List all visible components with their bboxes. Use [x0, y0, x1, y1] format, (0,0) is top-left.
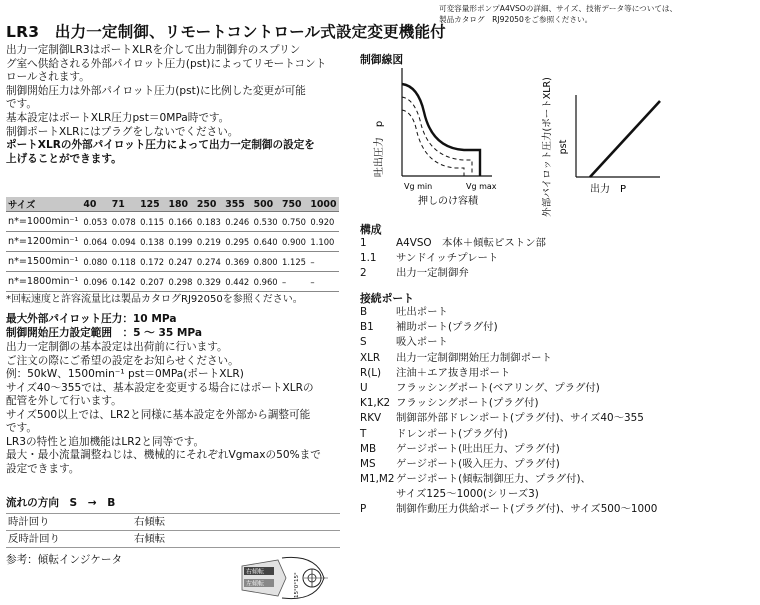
table-cell: 0.118 — [110, 252, 138, 272]
size-header-label: サイズ — [6, 197, 81, 212]
chart1-curve-dashed — [402, 97, 472, 176]
port-description: サイズ125～1000(シリーズ3) — [396, 488, 539, 501]
chart1-title: 制御線図 — [360, 53, 404, 66]
indicator-scale: 15°0°15° — [294, 572, 300, 598]
chart1-xmin: Vg min — [404, 182, 433, 191]
size-header-cell: 40 — [81, 197, 109, 212]
chart1-curve-main — [402, 84, 480, 176]
size-header-cell: 125 — [138, 197, 166, 212]
text-line: 制御ポートXLRにはプラグをしないでください。 — [6, 125, 239, 138]
list-item — [360, 442, 755, 457]
text-line-bold: ポートXLRの外部パイロット圧力によって出力一定制御の設定を — [6, 139, 315, 152]
port-key: U — [360, 381, 368, 394]
list-item — [360, 320, 755, 335]
list-item — [360, 427, 755, 442]
setting-range: 制御開始圧力設定範囲 ：5 ～ 35 MPa — [6, 327, 203, 339]
composition-list — [360, 236, 750, 282]
text-line: です。 — [6, 422, 37, 434]
flow-rotation: 時計回り — [8, 516, 50, 528]
size-header-cell: 250 — [195, 197, 223, 212]
port-description: 制御作動圧力供給ポート(プラグ付)、サイズ500～1000 — [396, 503, 658, 516]
text-line: サイズ500以上では、LR2と同様に基本設定を外部から調整可能 — [6, 408, 311, 421]
table-cell: 0.960 — [252, 272, 280, 292]
table-cell: 0.053 — [81, 212, 109, 232]
port-description: 吸入ポート — [396, 336, 448, 349]
port-description: ドレンポート(プラグ付) — [396, 427, 508, 440]
ports-heading: 接続ポート — [360, 292, 414, 305]
port-description: ゲージポート(吐出圧力、プラグ付) — [396, 442, 560, 455]
list-item — [360, 411, 755, 426]
table-cell: 0.166 — [167, 212, 195, 232]
port-key: R(L) — [360, 366, 382, 379]
port-key: MS — [360, 457, 376, 470]
speed-label: n*=1800min⁻¹ — [6, 272, 81, 292]
list-item — [360, 251, 750, 266]
chart2-line — [590, 101, 660, 177]
left-tilt-label: 左傾転 — [246, 580, 265, 588]
table-cell: 0.920 — [308, 212, 339, 232]
flow-tilt: 右傾転 — [134, 516, 166, 528]
flow-heading: 流れの方向 S → B — [6, 497, 116, 509]
table-cell: 0.369 — [223, 252, 251, 272]
chart2-ylabel: 外部パイロット圧力(ポートXLR) — [542, 77, 553, 217]
table-cell: 0.183 — [195, 212, 223, 232]
size-header-cell: 355 — [223, 197, 251, 212]
chart1-xmax: Vg max — [466, 182, 497, 191]
table-cell: 0.900 — [280, 232, 308, 252]
table-row — [6, 272, 339, 292]
table-cell: 0.442 — [223, 272, 251, 292]
list-item — [360, 487, 755, 502]
table-cell: – — [308, 272, 339, 292]
text-line-bold: 上げることができます。 — [6, 152, 122, 165]
text-line: グ室へ供給される外部パイロット圧力(pst)によってリモートコント — [6, 57, 327, 70]
text-line: 出力一定制御の基本設定は出荷前に行います。 — [6, 341, 228, 353]
port-key: T — [360, 427, 367, 440]
table-cell: 0.640 — [252, 232, 280, 252]
table-cell: 0.078 — [110, 212, 138, 232]
size-table-footnote: *回転速度と許容流量比は製品カタログRJ92050を参照ください。 — [6, 294, 303, 305]
top-note — [439, 3, 677, 25]
port-description: 吐出ポート — [396, 306, 448, 318]
speed-label: n*=1500min⁻¹ — [6, 252, 81, 272]
port-key: B1 — [360, 321, 374, 334]
size-header-cell: 180 — [167, 197, 195, 212]
table-cell: 0.064 — [81, 232, 109, 252]
chart1-ylabel: 吐出圧力 p — [374, 120, 385, 178]
port-description: 注油＋エア抜き用ポート — [396, 366, 511, 379]
table-cell: 0.247 — [167, 252, 195, 272]
table-row — [6, 252, 339, 272]
table-cell: 0.172 — [138, 252, 166, 272]
text-line: 例：50kW、1500min⁻¹ pst＝0MPa(ポートXLR) — [6, 368, 244, 380]
table-cell: 0.207 — [138, 272, 166, 292]
top-note-line: 可変容量形ポンプA4VSOの詳細、サイズ、技術データ等については、 — [439, 4, 678, 13]
text-line: 基本設定はポートXLR圧力pst＝0MPa時です。 — [6, 111, 230, 124]
table-cell: 0.246 — [223, 212, 251, 232]
text-line: ロールされます。 — [6, 71, 90, 84]
right-tilt-label: 右傾転 — [246, 568, 265, 576]
list-item — [360, 457, 755, 472]
tilt-indicator-diagram — [238, 552, 338, 604]
composition-key: 1.1 — [360, 252, 377, 265]
table-cell: – — [308, 252, 339, 272]
text-line: LR3の特性と追加機能はLR2と同等です。 — [6, 435, 205, 448]
list-item — [360, 335, 755, 350]
port-key: M1,M2 — [360, 473, 395, 486]
size-header-cell: 750 — [280, 197, 308, 212]
chart2-ylabel2: pst — [558, 139, 569, 155]
port-description: ゲージポート(傾転制御圧力、プラグ付)、 — [396, 473, 591, 486]
port-description: フラッシングポート(ベアリング、プラグ付) — [396, 381, 600, 394]
list-item — [360, 381, 755, 396]
text-line: 設定できます。 — [6, 462, 80, 475]
composition-key: 2 — [360, 267, 367, 280]
chart1-xlabel: 押しのけ容積 — [418, 196, 478, 207]
table-cell: 0.080 — [81, 252, 109, 272]
control-curve-chart — [360, 64, 520, 214]
speed-label: n*=1000min⁻¹ — [6, 212, 81, 232]
text-line: 最大・最小流量調整ねじは、機械的にそれぞれVgmaxの50%まで — [6, 449, 321, 461]
size-table-header — [6, 197, 339, 212]
table-cell: 0.142 — [110, 272, 138, 292]
list-item — [360, 351, 755, 366]
ports-list — [360, 305, 755, 518]
port-key: XLR — [360, 351, 381, 364]
table-cell: 0.274 — [195, 252, 223, 272]
indicator-plate — [242, 560, 286, 596]
text-line: 出力一定制御LR3はポートXLRを介して出力制御弁のスプリン — [6, 44, 301, 56]
flow-table — [6, 513, 340, 548]
table-cell: 0.199 — [167, 232, 195, 252]
port-key: P — [360, 503, 367, 516]
max-pilot-pressure: 最大外部パイロット圧力：10 MPa — [6, 313, 177, 325]
indicator-ref: 参考：傾転インジケータ — [6, 554, 123, 566]
flow-row — [6, 531, 340, 548]
table-cell: 0.298 — [167, 272, 195, 292]
list-item — [360, 472, 755, 487]
port-description: 補助ポート(プラグ付) — [396, 321, 498, 334]
composition-value: サンドイッチプレート — [396, 252, 499, 265]
port-description: 制御部外部ドレンポート(プラグ付)、サイズ40～355 — [396, 412, 644, 425]
table-cell: 0.219 — [195, 232, 223, 252]
list-item — [360, 502, 755, 517]
size-header-cell: 1000 — [308, 197, 339, 212]
composition-value: A4VSO 本体＋傾転ピストン部 — [396, 237, 546, 249]
table-row — [6, 212, 339, 232]
table-cell: 1.125 — [280, 252, 308, 272]
size-table — [6, 197, 339, 292]
chart2-xlabel: 出力 P — [590, 184, 627, 195]
size-header-cell: 71 — [110, 197, 138, 212]
intro-text — [6, 44, 326, 166]
text-line: サイズ40～355では、基本設定を変更する場合にはポートXLRの — [6, 381, 314, 394]
list-item — [360, 366, 755, 381]
list-item — [360, 266, 750, 281]
port-key: RKV — [360, 412, 382, 425]
flow-tilt: 右傾転 — [134, 533, 166, 545]
table-cell: 0.115 — [138, 212, 166, 232]
size-header-cell: 500 — [252, 197, 280, 212]
list-item — [360, 396, 755, 411]
table-cell: 0.094 — [110, 232, 138, 252]
text-line: です。 — [6, 98, 37, 111]
table-cell: 0.138 — [138, 232, 166, 252]
list-item — [360, 305, 755, 320]
speed-label: n*=1200min⁻¹ — [6, 232, 81, 252]
text-line: 配管を外して行います。 — [6, 395, 122, 407]
table-cell: 0.800 — [252, 252, 280, 272]
port-description: 出力一定制御開始圧力制御ポート — [396, 351, 552, 364]
table-cell: 0.096 — [81, 272, 109, 292]
page-title: LR3 出力一定制御、リモートコントロール式設定変更機能付 — [6, 23, 446, 41]
table-cell: 0.295 — [223, 232, 251, 252]
table-cell: 0.750 — [280, 212, 308, 232]
pilot-pressure-chart — [540, 55, 690, 220]
flow-row — [6, 514, 340, 531]
table-cell: 0.530 — [252, 212, 280, 232]
composition-value: 出力一定制御弁 — [396, 267, 469, 280]
table-cell: 1.100 — [308, 232, 339, 252]
port-key: B — [360, 306, 368, 318]
flow-rotation: 反時計回り — [8, 533, 60, 545]
composition-heading: 構成 — [360, 223, 382, 236]
notes — [6, 341, 321, 476]
table-row — [6, 232, 339, 252]
composition-key: 1 — [360, 237, 367, 249]
port-description: フラッシングポート(プラグ付) — [396, 397, 539, 410]
text-line: ご注文の際にご希望の設定をお知らせください。 — [6, 354, 239, 367]
port-key: S — [360, 336, 367, 349]
port-description: ゲージポート(吸入圧力、プラグ付) — [396, 457, 560, 470]
list-item — [360, 236, 750, 251]
top-note-line: 製品カタログ RJ92050をご参照ください。 — [439, 15, 593, 24]
size-table-body — [6, 212, 339, 292]
chart1-curve-dashed — [402, 110, 464, 176]
text-line: 制御開始圧力は外部パイロット圧力(pst)に比例した変更が可能 — [6, 84, 306, 97]
port-key: MB — [360, 442, 377, 455]
port-key: K1,K2 — [360, 397, 391, 410]
table-cell: 0.329 — [195, 272, 223, 292]
table-cell: – — [280, 272, 308, 292]
